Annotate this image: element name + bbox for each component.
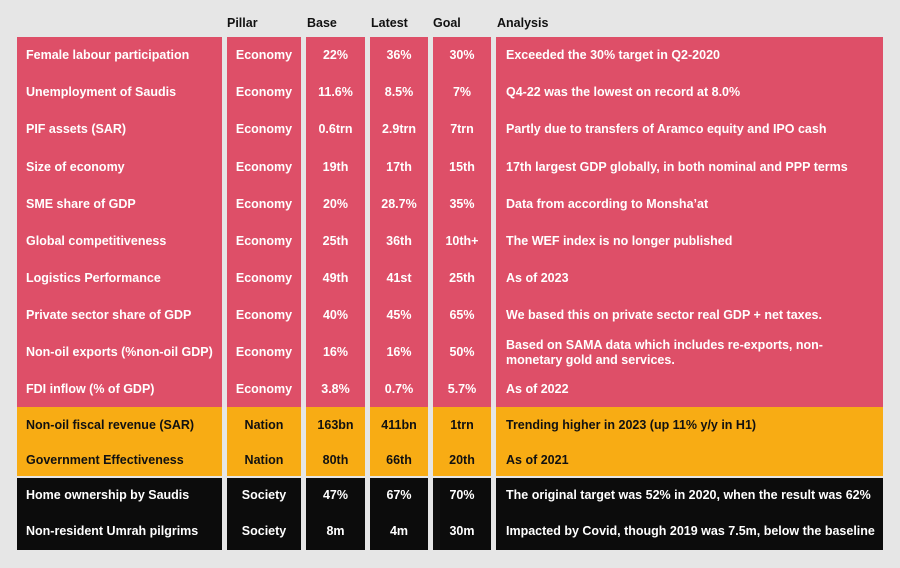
- cell-indicator: Size of economy: [26, 159, 125, 174]
- cell-latest: 16%: [386, 345, 412, 359]
- cell-base: 49th: [322, 271, 349, 285]
- cell-pillar: Economy: [235, 122, 293, 136]
- cell-pillar: Society: [241, 488, 287, 502]
- cell-goal: 30m: [449, 524, 475, 538]
- cell-base: 19th: [322, 159, 349, 174]
- cell-latest: 4m: [389, 524, 409, 538]
- cell-indicator: Home ownership by Saudis: [26, 488, 190, 502]
- header-goal: Goal: [433, 16, 461, 30]
- cell-indicator: Non-resident Umrah pilgrims: [26, 524, 199, 538]
- cell-indicator: Global competitiveness: [26, 234, 167, 248]
- cell-analysis: Impacted by Covid, though 2019 was 7.5m, below the baseline: [506, 524, 875, 538]
- cell-indicator: Logistics Performance: [26, 271, 161, 285]
- cell-indicator: PIF assets (SAR): [26, 122, 127, 136]
- cell-indicator: SME share of GDP: [26, 197, 136, 211]
- header-latest: Latest: [371, 16, 408, 30]
- cell-goal: 1trn: [450, 417, 474, 432]
- cell-goal: 5.7%: [447, 382, 477, 396]
- cell-pillar: Society: [241, 524, 287, 538]
- cell-base: 25th: [322, 234, 349, 248]
- cell-latest: 45%: [386, 308, 412, 322]
- cell-analysis: Q4-22 was the lowest on record at 8.0%: [506, 85, 741, 99]
- cell-goal: 15th: [449, 159, 475, 174]
- cell-analysis: As of 2023: [506, 271, 569, 285]
- cell-latest: 36th: [386, 234, 412, 248]
- cell-latest: 67%: [386, 488, 412, 502]
- cell-latest: 17th: [386, 159, 412, 174]
- cell-pillar: Nation: [244, 453, 284, 467]
- cell-base: 16%: [322, 345, 349, 359]
- cell-base: 40%: [322, 308, 349, 322]
- cell-pillar: Economy: [235, 382, 293, 396]
- cell-goal: 7trn: [450, 122, 474, 136]
- cell-goal: 50%: [449, 345, 475, 359]
- cell-analysis: 17th largest GDP globally, in both nominal and PPP terms: [506, 159, 848, 174]
- cell-goal: 10th+: [445, 234, 479, 248]
- cell-latest: 411bn: [381, 417, 417, 432]
- cell-goal: 35%: [449, 197, 475, 211]
- cell-pillar: Economy: [235, 234, 293, 248]
- cell-indicator: Female labour participation: [26, 48, 190, 62]
- cell-latest: 8.5%: [384, 85, 414, 99]
- cell-base: 22%: [322, 48, 349, 62]
- cell-latest: 66th: [386, 453, 412, 467]
- cell-goal: 30%: [449, 48, 475, 62]
- cell-latest: 28.7%: [381, 197, 417, 211]
- cell-latest: 2.9trn: [381, 122, 417, 136]
- cell-indicator: Government Effectiveness: [26, 453, 184, 467]
- cell-analysis: The WEF index is no longer published: [506, 234, 733, 248]
- cell-indicator: Private sector share of GDP: [26, 308, 192, 322]
- cell-pillar: Nation: [244, 417, 284, 432]
- cell-analysis: Trending higher in 2023 (up 11% y/y in H1): [506, 417, 757, 432]
- cell-pillar: Economy: [235, 197, 293, 211]
- cell-analysis: Partly due to transfers of Aramco equity and IPO cash: [506, 122, 827, 136]
- header-pillar: Pillar: [227, 16, 258, 30]
- cell-base: 8m: [326, 524, 345, 538]
- cell-analysis: Based on SAMA data which includes re-exports, non-monetary gold and services.: [506, 337, 823, 367]
- cell-analysis: The original target was 52% in 2020, when the result was 62%: [506, 488, 871, 502]
- cell-pillar: Economy: [235, 271, 293, 285]
- cell-goal: 70%: [449, 488, 475, 502]
- cell-base: 20%: [322, 197, 349, 211]
- cell-base: 3.8%: [321, 382, 350, 396]
- cell-goal: 20th: [449, 453, 475, 467]
- header-analysis: Analysis: [497, 16, 549, 30]
- cell-goal: 65%: [449, 308, 475, 322]
- cell-indicator: FDI inflow (% of GDP): [26, 382, 155, 396]
- cell-latest: 41st: [386, 271, 412, 285]
- cell-pillar: Economy: [235, 48, 293, 62]
- cell-base: 11.6%: [318, 85, 353, 99]
- cell-indicator: Non-oil fiscal revenue (SAR): [26, 417, 195, 432]
- cell-latest: 36%: [386, 48, 412, 62]
- cell-base: 0.6trn: [318, 122, 353, 136]
- cell-analysis: As of 2022: [506, 382, 569, 396]
- cell-base: 80th: [322, 453, 349, 467]
- header-base: Base: [307, 16, 337, 30]
- cell-goal: 7%: [452, 85, 472, 99]
- cell-base: 47%: [322, 488, 349, 502]
- cell-latest: 0.7%: [384, 382, 414, 396]
- cell-analysis: Data from according to Monsha’at: [506, 197, 709, 211]
- cell-pillar: Economy: [235, 308, 293, 322]
- cell-analysis: We based this on private sector real GDP + net taxes.: [506, 308, 822, 322]
- cell-goal: 25th: [449, 271, 475, 285]
- cell-analysis: Exceeded the 30% target in Q2-2020: [506, 48, 720, 62]
- cell-pillar: Economy: [235, 159, 293, 174]
- cell-pillar: Economy: [235, 85, 293, 99]
- cell-indicator: Non-oil exports (%non-oil GDP): [26, 345, 213, 359]
- cell-base: 163bn: [317, 417, 354, 432]
- cell-analysis: As of 2021: [506, 453, 569, 467]
- cell-indicator: Unemployment of Saudis: [26, 85, 177, 99]
- cell-pillar: Economy: [235, 345, 293, 359]
